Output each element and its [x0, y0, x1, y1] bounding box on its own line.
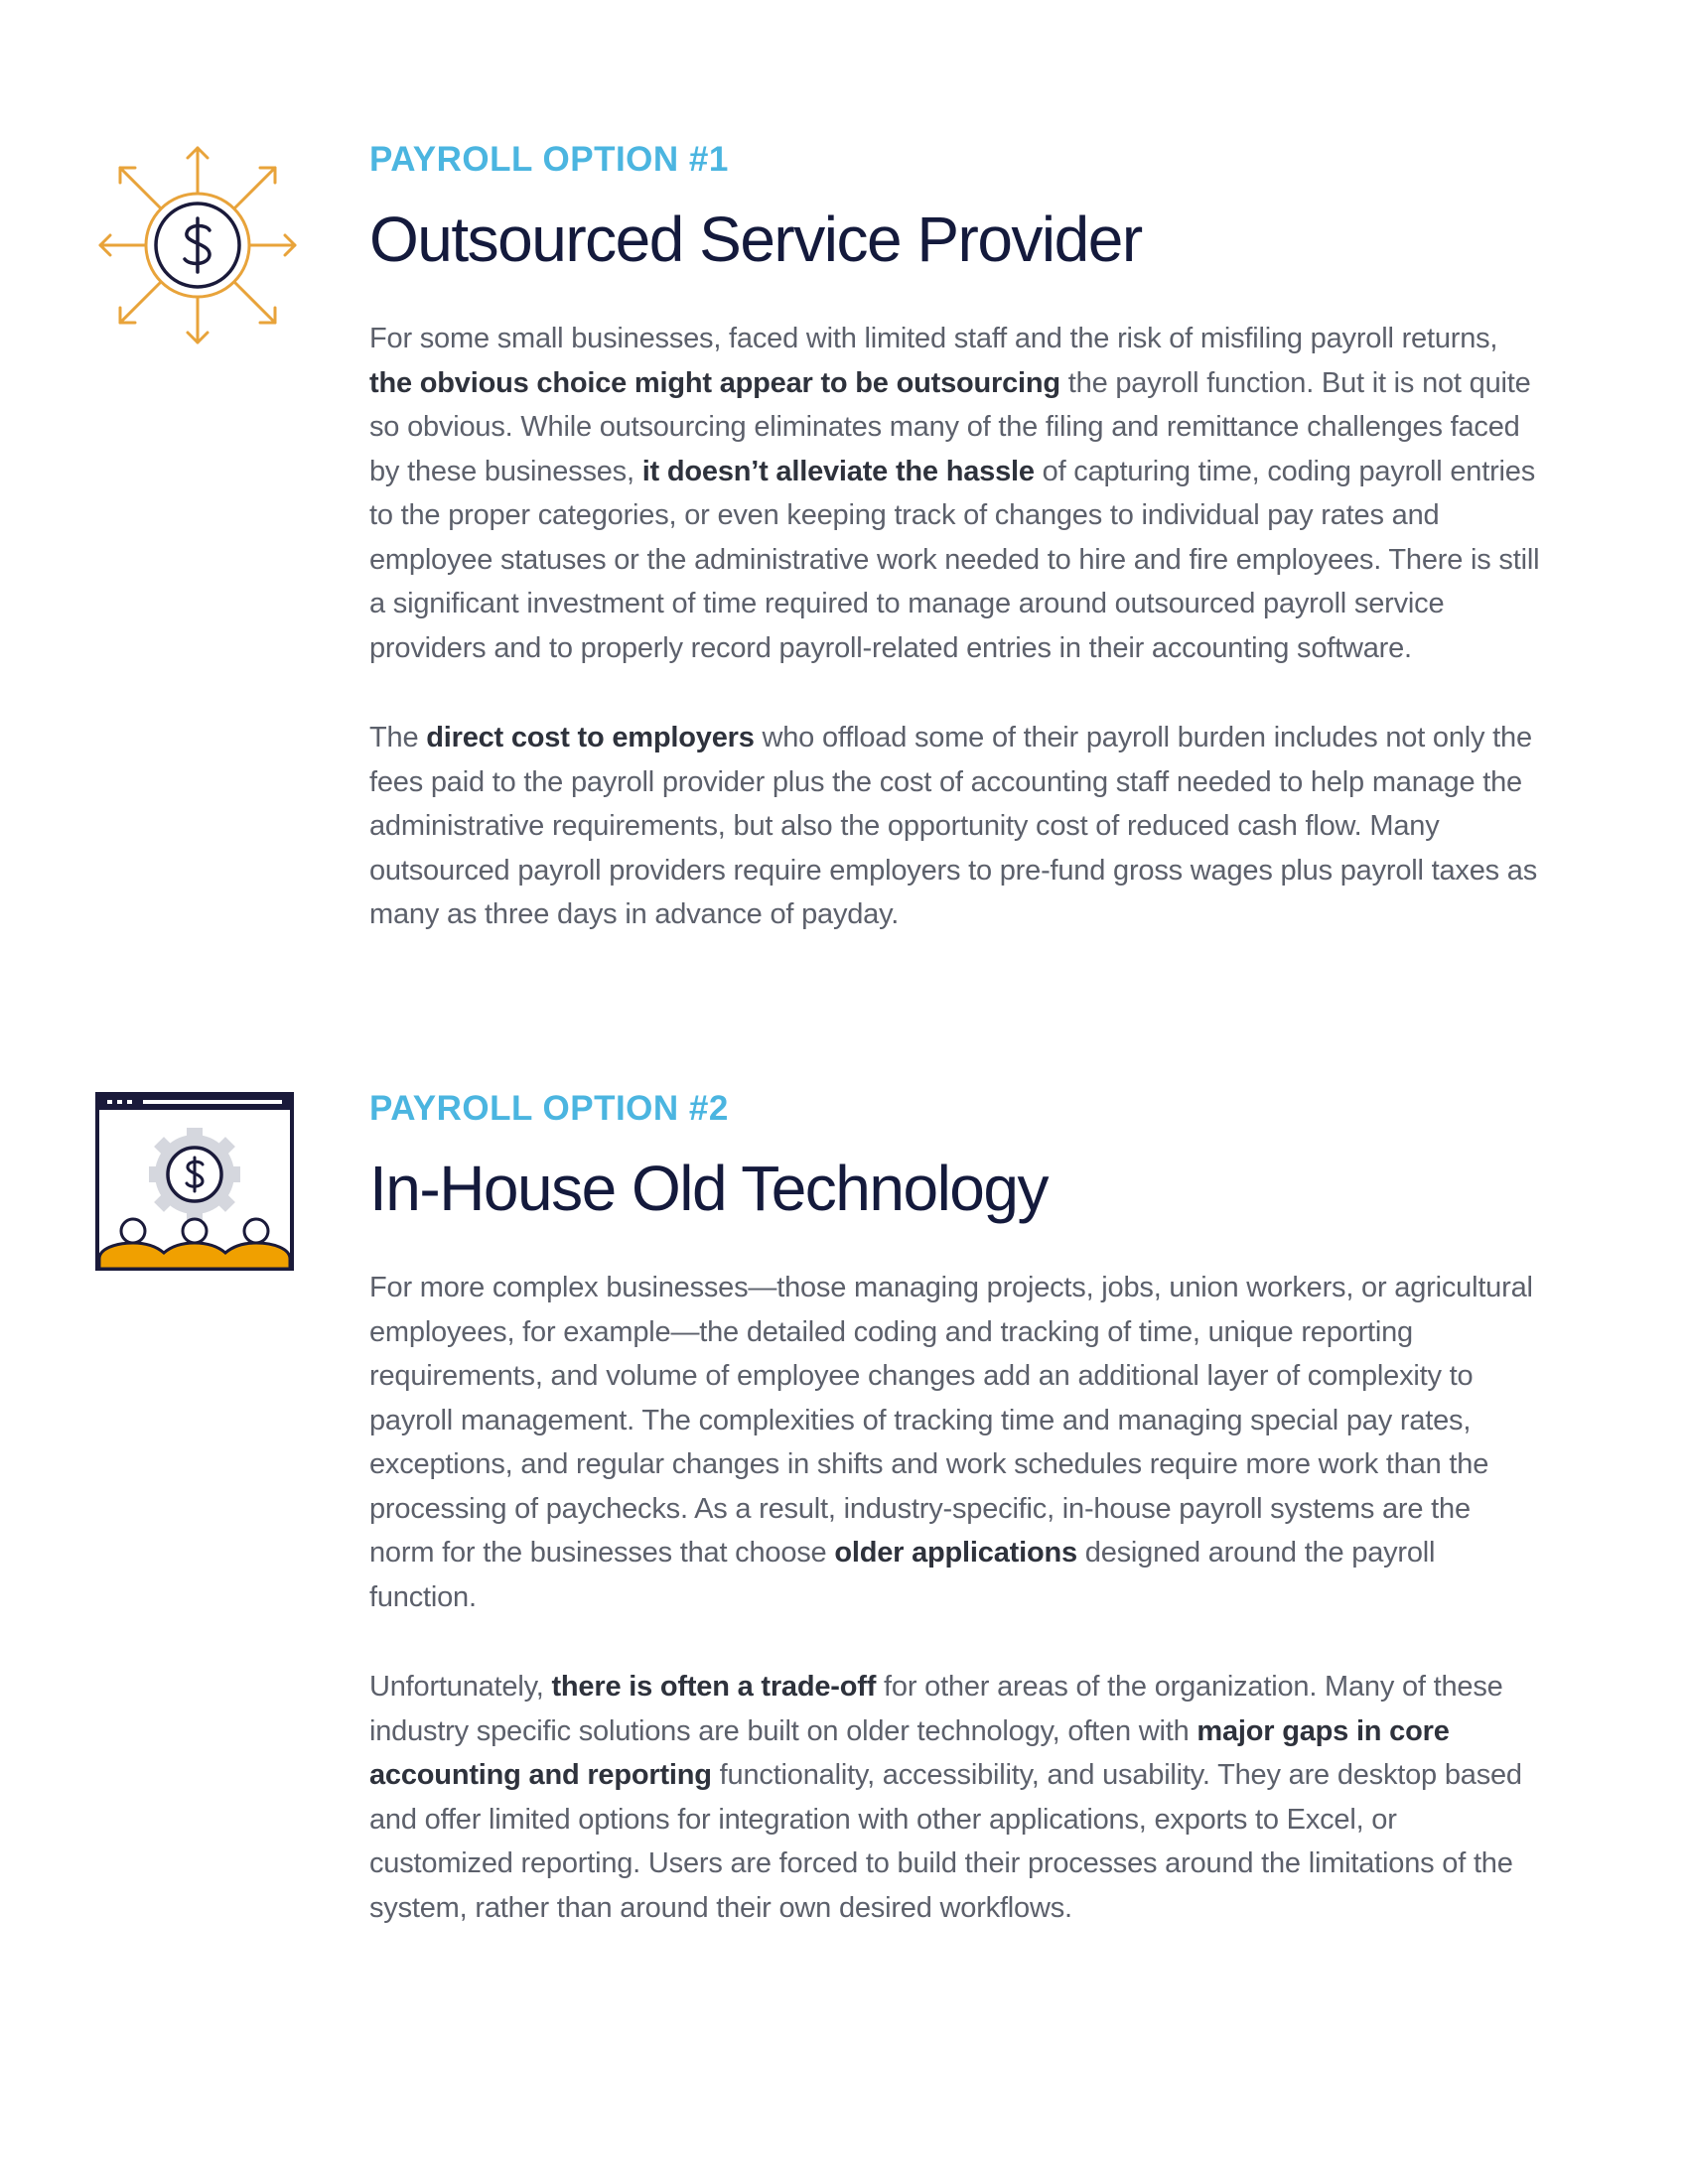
section-title: Outsourced Service Provider — [369, 204, 1142, 275]
body-paragraph: For some small businesses, faced with limited staff and the risk of misfiling payroll returns, the obvious choice might appear to be outsourcing the payroll function. But it is not quite so obvious. While outsourcing eliminates many of the filing and remittance challenges faced by these businesses, it doesn’t alleviate the hassle of capturing time, coding payroll entries to the proper categories, or even keeping track of changes to individual pay rates and employee statuses or the administrative work needed to hire and fire employees. There is still a significant investment of time required to manage around outsourced payroll service providers and to properly record payroll-related entries in their accounting software. — [369, 323, 1540, 664]
dollar-burst-icon — [95, 143, 300, 347]
body-paragraph: Unfortunately, there is often a trade-off for other areas of the organization. Many of these industry specific solutions are built on older technology, often with major gaps in core accounting and reporting functionality, accessibility, and usability. They are desktop based and offer limited options for integration with other applications, exports to Excel, or customized reporting. Users are forced to build their processes around the limitations of the system, rather than around their own desired workflows. — [369, 1671, 1522, 1924]
section-title: In-House Old Technology — [369, 1153, 1048, 1224]
section-eyebrow: PAYROLL OPTION #1 — [369, 140, 729, 179]
payroll-window-icon — [95, 1092, 294, 1271]
body-paragraph: For more complex businesses—those managing projects, jobs, union workers, or agricultural employees, for example—the detailed coding and tracking of time, unique reporting requirements, and volume of employee changes add an additional layer of complexity to payroll management. The complexities of tracking time and managing special pay rates, exceptions, and regular changes in shifts and work schedules require more work than the processing of paychecks. As a result, industry-specific, in-house payroll systems are the norm for the businesses that choose older applications designed around the payroll function. — [369, 1272, 1533, 1613]
body-paragraph: The direct cost to employers who offload some of their payroll burden includes not only the fees paid to the payroll provider plus the cost of accounting staff needed to help manage the administrative requirements, but also the opportunity cost of reduced cash flow. Many outsourced payroll providers require employers to pre-fund gross wages plus payroll taxes as many as three days in advance of payday. — [369, 722, 1538, 930]
section-eyebrow: PAYROLL OPTION #2 — [369, 1089, 729, 1128]
